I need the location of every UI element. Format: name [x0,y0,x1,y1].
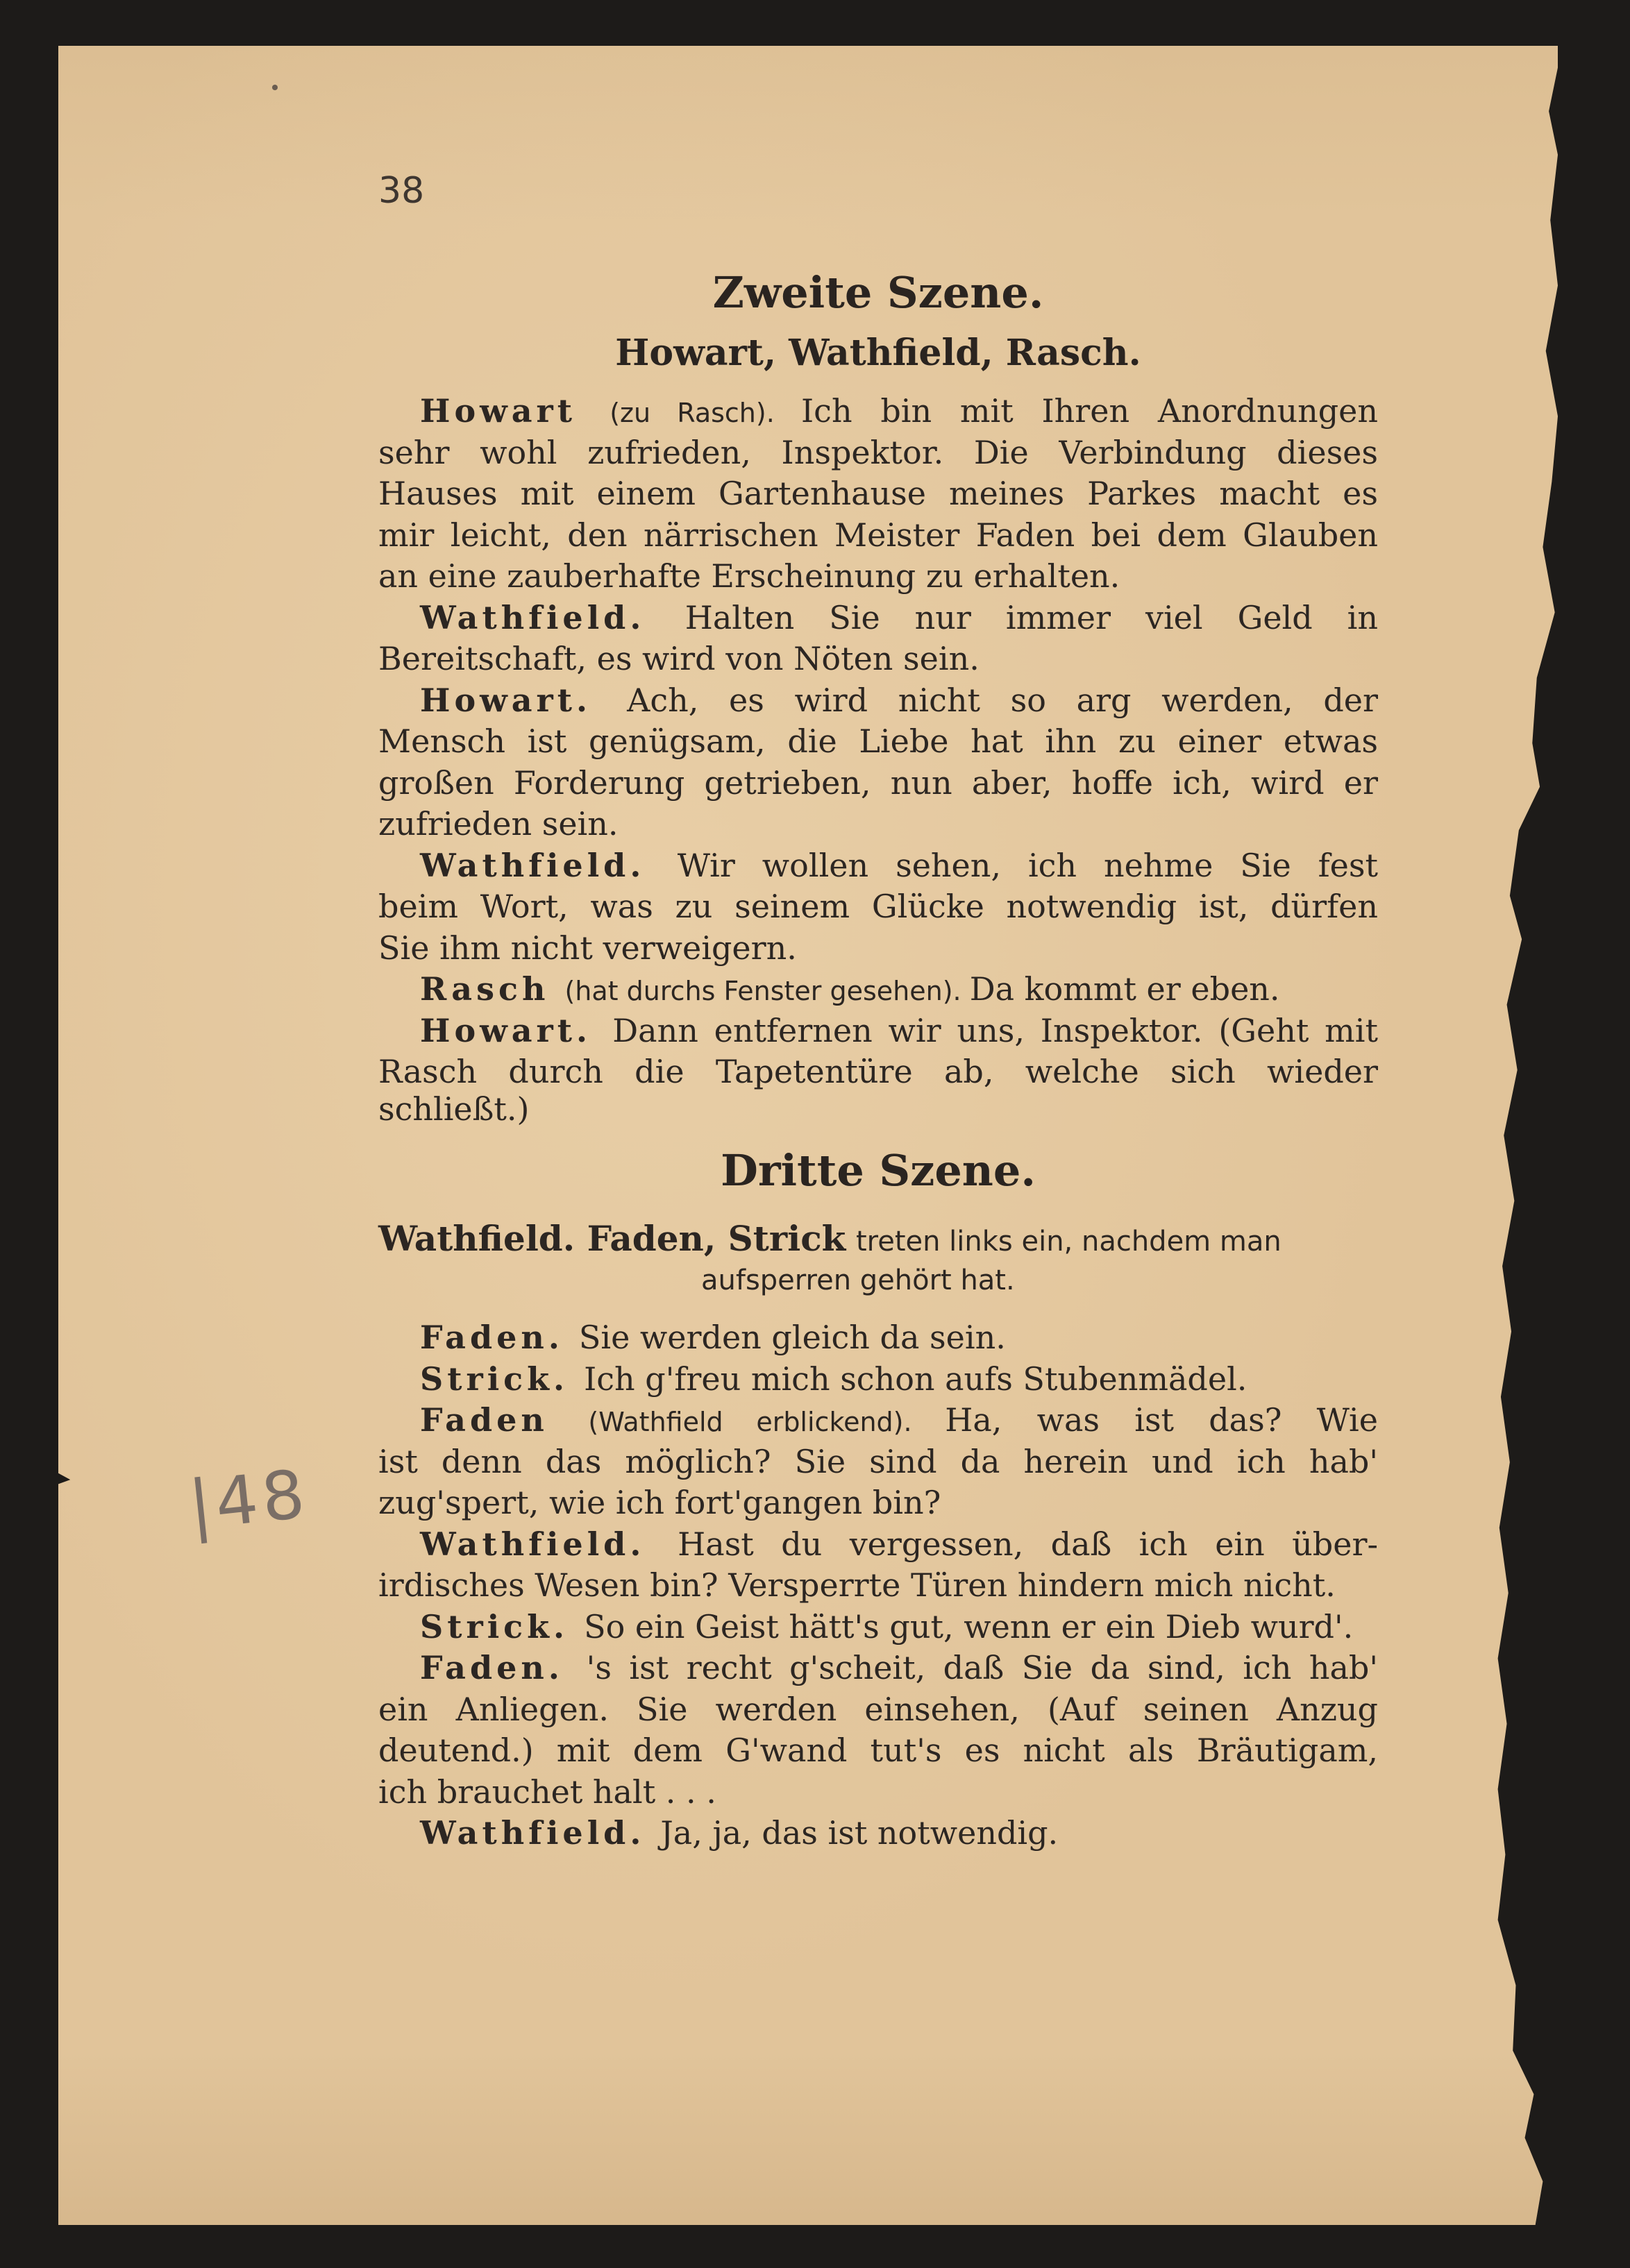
dialogue-text: Hauses mit einem Gartenhause meines Parkes macht es [378,475,1378,512]
scene3-line [420,1319,1378,1356]
speaker-name: Wathfield. [420,846,678,884]
scene2-line [420,392,1378,430]
scene3-line [420,1401,1378,1439]
scene3-line [420,1608,1378,1645]
page-number: 38 [378,170,425,212]
stage-direction: (Wathfield erblickend). [588,1407,946,1437]
stage-direction: (hat durchs Fenster gesehen). [564,976,970,1006]
dialogue-text: Rasch durch die Tapetentüre ab, welche sich wieder schließt.) [378,1053,1378,1128]
speaker-name: Strick. [420,1360,585,1398]
scene2-line [420,970,1378,1008]
dialogue-text: zug'spert, wie ich fort'gangen bin? [378,1484,941,1521]
scene2-line [378,888,1378,925]
speaker-name: Wathfield. [420,598,685,636]
scene3-line [378,1484,1378,1521]
scene2-line [420,1012,1378,1049]
speaker-name: Strick. [420,1607,585,1645]
scene3-line [378,1732,1378,1769]
stage-direction: (zu Rasch). [610,398,802,428]
dialogue-text: großen Forderung getrieben, nun aber, hoffe ich, wird er [378,763,1378,802]
dialogue-text: Halten Sie nur immer viel Geld in [684,598,1378,636]
dialogue-text: irdisches Wesen bin? Versperrte Türen hindern mich nicht. [378,1566,1336,1604]
dialogue-text: Mensch ist genügsam, die Liebe hat ihn zu einer etwas [378,722,1378,760]
dialogue-text: deutend.) mit dem G'wand tut's es nicht als Bräutigam, [378,1732,1378,1769]
dialogue-text: Ich bin mit Ihren Anordnungen [801,392,1379,430]
dialogue-text: ich brauchet halt . . . [378,1772,716,1811]
dialogue-text: Dann entfernen wir uns, Inspektor. (Geht mit [612,1011,1378,1049]
speaker-name: Howart [420,392,610,430]
scene2-line [378,475,1378,512]
scene2-line [378,722,1378,760]
scene2-line [378,764,1378,802]
speaker-name: Howart. [420,681,628,719]
speaker-name: Rasch [420,970,565,1008]
scene3-line [378,1773,1378,1811]
scene2-cast: Howart, Wathfield, Rasch. [615,332,1141,374]
dialogue-text: sehr wohl zufrieden, Inspektor. Die Verbindung dieses [378,433,1378,471]
speaker-name: Faden [420,1401,589,1439]
scene3-title: Dritte Szene. [721,1145,1036,1196]
scene3-line [420,1814,1378,1852]
scene3-cast-line-2 [701,1260,1015,1297]
scene3-cast-direction: treten links ein, nachdem man [855,1226,1282,1258]
dialogue-text: beim Wort, was zu seinem Glücke notwendig ist, dürfen [378,888,1378,925]
dialogue-text: Ha, was ist das? Wie [945,1401,1378,1439]
scene3-line [420,1360,1378,1398]
dialogue-text: zufrieden sein. [378,805,619,843]
scene3-line [420,1525,1378,1563]
speaker-name: Faden. [420,1319,579,1356]
dialogue-text: Hast du vergessen, daß ich ein über- [678,1525,1378,1563]
dialogue-text: Sie werden gleich da sein. [578,1319,1006,1356]
scene3-cast-direction-2: aufsperren gehört hat. [701,1264,1015,1296]
scene3-cast-line-1 [378,1218,1282,1259]
scene3-line [378,1443,1378,1480]
scene3-line [420,1649,1378,1686]
dialogue-text: So ein Geist hätt's gut, wenn er ein Dieb wurd'. [584,1607,1354,1645]
dialogue-text: ein Anliegen. Sie werden einsehen, (Auf seinen Anzug [378,1690,1378,1728]
dialogue-text: Ich g'freu mich schon aufs Stubenmädel. [584,1360,1247,1398]
dialogue-text: Bereitschaft, es wird von Nöten sein. [378,640,980,677]
scene2-line [420,599,1378,636]
speaker-name: Howart. [420,1011,613,1049]
scene2-line [378,434,1378,471]
dialogue-text: Sie ihm nicht verweigern. [378,929,797,967]
scene2-line [378,805,1378,843]
scene3-cast-names: Wathfield. Faden, Strick [378,1218,846,1259]
dialogue-text: mir leicht, den närrischen Meister Faden bei dem Glauben [378,516,1378,554]
speaker-name: Wathfield. [420,1525,678,1563]
speaker-name: Wathfield. [420,1814,661,1852]
ink-dot [272,85,278,90]
scene2-line [420,682,1378,719]
scene2-line [378,929,1378,967]
scene2-line [420,847,1378,884]
scene2-line [378,1053,1378,1128]
scene3-line [378,1691,1378,1728]
speaker-name: Faden. [420,1649,587,1686]
dialogue-text: ist denn das möglich? Sie sind da herein und ich hab' [378,1442,1378,1480]
dialogue-text: Ach, es wird nicht so arg werden, der [627,681,1378,719]
scene2-title: Zweite Szene. [712,267,1044,318]
scene2-line [378,640,1378,677]
dialogue-text: Wir wollen sehen, ich nehme Sie fest [677,846,1378,884]
dialogue-text: Da kommt er eben. [969,970,1280,1008]
scene2-line [378,516,1378,554]
pencil-margin-note: |48 [185,1455,312,1545]
dialogue-text: Ja, ja, das ist notwendig. [660,1814,1059,1852]
scene3-line [378,1566,1378,1604]
scene2-line [378,557,1378,595]
dialogue-text: an eine zauberhafte Erscheinung zu erhalten. [378,557,1120,595]
dialogue-text: 's ist recht g'scheit, daß Sie da sind, ich hab' [586,1649,1378,1686]
